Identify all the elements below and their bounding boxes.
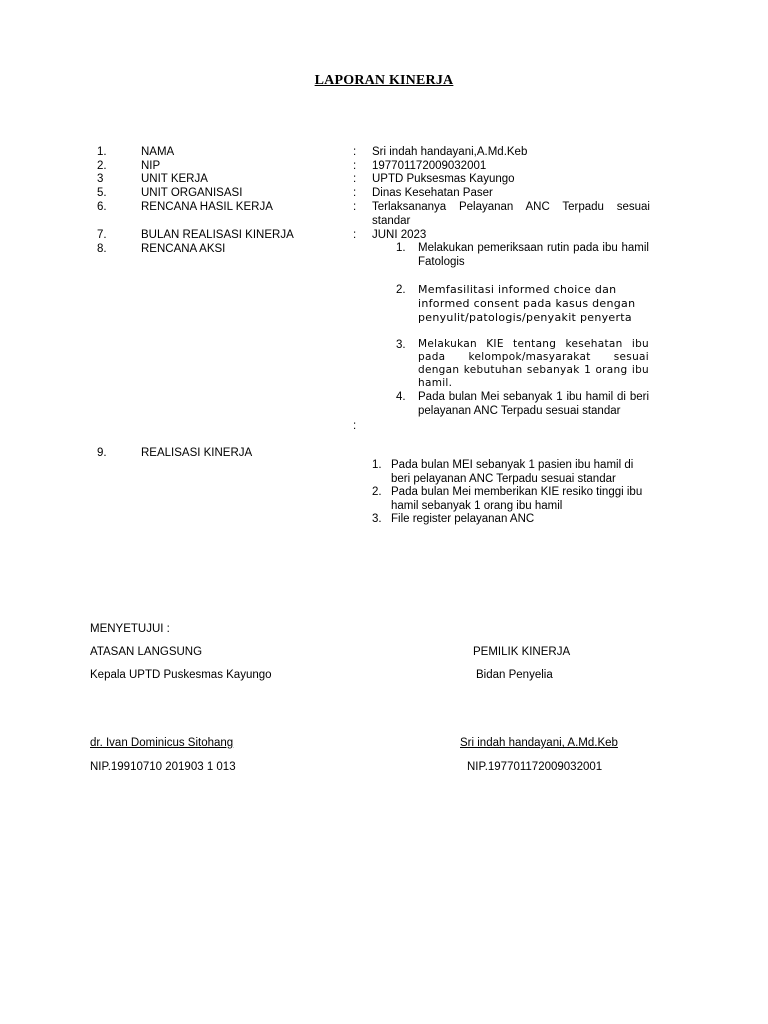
- field-colon: :: [353, 187, 357, 199]
- list-item-number: 3.: [396, 339, 406, 351]
- field-colon: :: [353, 173, 357, 185]
- field-number: 2.: [97, 160, 107, 172]
- field-number: 6.: [97, 201, 107, 213]
- list-item-number: 1.: [372, 459, 382, 471]
- field-number: 5.: [97, 187, 107, 199]
- field-label: NIP: [141, 160, 161, 172]
- field-number: 1.: [97, 146, 107, 158]
- list-item-number: 4.: [396, 391, 406, 403]
- right-position: Bidan Penyelia: [476, 669, 553, 681]
- field-label: REALISASI KINERJA: [141, 447, 253, 459]
- list-item-number: 1.: [396, 242, 406, 254]
- field-colon: :: [353, 229, 357, 241]
- left-role: ATASAN LANGSUNG: [90, 646, 203, 658]
- field-value: UPTD Puksesmas Kayungo: [372, 173, 515, 185]
- field-label: UNIT ORGANISASI: [141, 187, 243, 199]
- field-number: 9.: [97, 447, 107, 459]
- list-item: Memfasilitasi informed choice dan informed consent pada kasus dengan penyulit/patologis/penyakit penyerta: [418, 283, 636, 324]
- list-item: Pada bulan MEI sebanyak 1 pasien ibu hamil di beri pelayanan ANC Terpadu sesuai standar: [391, 459, 634, 485]
- field-value: Terlaksananya Pelayanan ANC Terpadu sesuai standar: [372, 201, 650, 227]
- field-value: JUNI 2023: [372, 229, 427, 241]
- field-label: UNIT KERJA: [141, 173, 208, 185]
- field-value: 197701172009032001: [372, 160, 487, 172]
- document-title: LAPORAN KINERJA: [314, 73, 454, 88]
- right-nip: NIP.197701172009032001: [467, 761, 603, 773]
- list-item-number: 2.: [396, 284, 406, 296]
- field-label: RENCANA HASIL KERJA: [141, 201, 273, 213]
- field-colon: :: [353, 201, 357, 213]
- list-item: Melakukan pemeriksaan rutin pada ibu hamil Fatologis: [418, 242, 649, 268]
- list-item-number: 2.: [372, 486, 382, 498]
- list-item: File register pelayanan ANC: [391, 513, 535, 525]
- list-item: Pada bulan Mei sebanyak 1 ibu hamil di beri pelayanan ANC Terpadu sesuai standar: [418, 391, 649, 417]
- right-signatory-name: Sri indah handayani, A.Md.Keb: [460, 737, 618, 749]
- list-item: Pada bulan Mei memberikan KIE resiko tinggi ibu hamil sebanyak 1 orang ibu hamil: [391, 486, 643, 512]
- list-item: Melakukan KIE tentang kesehatan ibu pada kelompok/masyarakat sesuai dengan kebutuhan sebanyak 1 orang ibu hamil.: [418, 338, 649, 389]
- field-colon: :: [353, 160, 357, 172]
- left-position: Kepala UPTD Puskesmas Kayungo: [90, 669, 272, 681]
- field-number: 7.: [97, 229, 107, 241]
- list-item-number: 3.: [372, 513, 382, 525]
- field-number: 3: [97, 173, 104, 185]
- left-nip: NIP.19910710 201903 1 013: [90, 761, 236, 773]
- field-colon: :: [353, 420, 357, 432]
- approval-label: MENYETUJUI :: [90, 623, 170, 635]
- field-label: NAMA: [141, 146, 175, 158]
- field-label: RENCANA AKSI: [141, 243, 226, 255]
- field-value: Sri indah handayani,A.Md.Keb: [372, 146, 528, 158]
- field-value: Dinas Kesehatan Paser: [372, 187, 493, 199]
- field-label: BULAN REALISASI KINERJA: [141, 229, 294, 241]
- field-number: 8.: [97, 243, 107, 255]
- left-signatory-name: dr. Ivan Dominicus Sitohang: [90, 737, 234, 749]
- right-role: PEMILIK KINERJA: [473, 646, 571, 658]
- field-colon: :: [353, 146, 357, 158]
